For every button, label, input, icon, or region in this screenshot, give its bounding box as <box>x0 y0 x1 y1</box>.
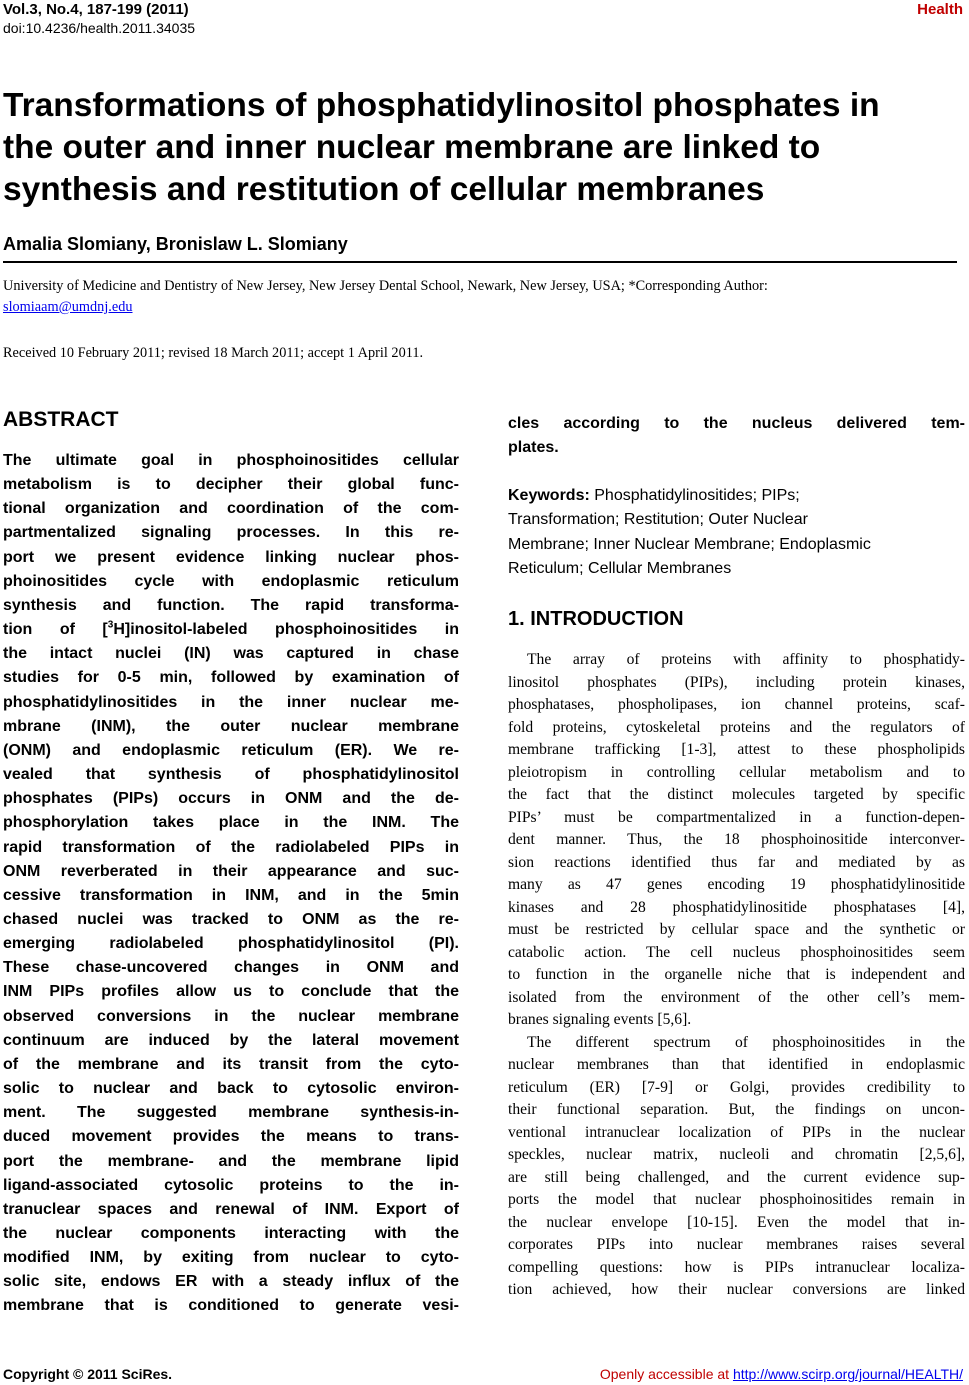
abstract-line: duced movement provides the means to trans- <box>3 1128 459 1146</box>
title-line: synthesis and restitution of cellular membranes <box>3 171 765 208</box>
intro-line: sion reactions identified thus far and mediated by as <box>508 853 965 871</box>
keywords-label: Keywords: <box>508 487 590 504</box>
abstract-line: solic to nuclear and back to cytosolic environ- <box>3 1080 459 1098</box>
abstract-line: tranuclear spaces and renewal of INM. Export of <box>3 1200 459 1218</box>
intro-line: compelling questions: how is PIPs intranuclear localiza- <box>508 1258 965 1276</box>
abstract-line: vealed that synthesis of phosphatidylinositol <box>3 766 459 784</box>
journal-name: Health <box>917 1 963 18</box>
intro-line: tion achieved, how their nuclear conversions are linked <box>508 1281 965 1298</box>
keywords <box>508 484 968 581</box>
abstract-line: mbrane (INM), the outer nuclear membrane <box>3 717 459 735</box>
affiliation-text: University of Medicine and Dentistry of New Jersey, New Jersey Dental School, Newark, New Jersey, USA; *Corresponding Author: <box>3 278 768 294</box>
intro-line: must be restricted by cellular space and the synthetic or <box>508 921 965 938</box>
abstract-line: port we present evidence linking nuclear phos- <box>3 548 459 566</box>
abstract-line: cessive transformation in INM, and in the 5min <box>3 886 459 904</box>
abstract-line: studies for 0-5 min, followed by examination of <box>3 669 459 687</box>
abstract-line: ment. The suggested membrane synthesis-in- <box>3 1104 459 1122</box>
intro-line: ports the model that nuclear phosphoinositides remain in <box>508 1191 965 1208</box>
intro-line: reticulum (ER) [7-9] or Golgi, provides credibility to <box>508 1078 965 1096</box>
intro-line: dent manner. Thus, the 18 phosphoinositide interconver- <box>508 831 965 848</box>
corresponding-email-link[interactable]: slomiaam@umdnj.edu <box>3 299 133 315</box>
abstract-line: phoinositides cycle with endoplasmic reticulum <box>3 572 459 590</box>
intro-line: pleiotropism in controlling cellular metabolism and to <box>508 763 965 781</box>
abstract-line: the intact nuclei (IN) was captured in chase <box>3 645 459 663</box>
abstract-line: ligand-associated cytosolic proteins to the in- <box>3 1176 459 1194</box>
abstract-line: plates. <box>508 439 559 456</box>
abstract-continuation <box>508 412 965 460</box>
intro-line: isolated from the environment of the other cell’s mem- <box>508 988 965 1006</box>
abstract-line: INM PIPs profiles allow us to conclude that the <box>3 983 459 1001</box>
intro-line: speckles, nuclear matrix, nucleoli and chromatin [2,5,6], <box>508 1146 965 1163</box>
intro-line: The array of proteins with affinity to phosphatidy- <box>527 651 965 668</box>
abstract-line: metabolism is to decipher their global func- <box>3 476 459 494</box>
intro-line: their functional separation. But, the findings on uncon- <box>508 1101 965 1118</box>
intro-line: phosphatases, phospholipases, ion channel proteins, scaf- <box>508 696 965 713</box>
abstract-line: tional organization and coordination of the com- <box>3 500 459 518</box>
abstract-line: emerging radiolabeled phosphatidylinositol (PI). <box>3 935 459 953</box>
title-line: Transformations of phosphatidylinositol phosphates in <box>3 87 880 124</box>
intro-line: the fact that the distinct molecules targeted by specific <box>508 786 965 803</box>
open-access-prefix: Openly accessible at <box>599 1366 733 1382</box>
affiliation <box>3 276 969 318</box>
intro-line: are still being challenged, and the current evidence sup- <box>508 1168 965 1186</box>
abstract-line: phosphatidylinositides in the inner nuclear me- <box>3 693 459 711</box>
intro-line: to function in the organelle niche that is independent and <box>508 966 965 983</box>
abstract-line: solic site, endows ER with a steady influx of the <box>3 1273 459 1291</box>
abstract-line-post: H]inositol-labeled phosphoinositides in <box>113 621 459 639</box>
copyright-notice: Copyright © 2011 SciRes. <box>3 1366 173 1382</box>
paper-title <box>3 85 965 211</box>
abstract-body <box>3 449 459 1319</box>
abstract-line: chased nuclei was tracked to ONM as the re- <box>3 910 459 928</box>
intro-line: many as 47 genes encoding 19 phosphatidylinositide <box>508 876 965 893</box>
abstract-line: rapid transformation of the radiolabeled PIPs in <box>3 838 459 856</box>
received-dates: Received 10 February 2011; revised 18 March 2011; accept 1 April 2011. <box>3 345 424 361</box>
abstract-line: observed conversions in the nuclear membrane <box>3 1007 459 1025</box>
abstract-line-pre: tion of [ <box>3 621 108 639</box>
abstract-line: partmentalized signaling processes. In this re- <box>3 524 459 542</box>
authors: Amalia Slomiany, Bronislaw L. Slomiany <box>3 234 348 254</box>
abstract-line: synthesis and function. The rapid transforma- <box>3 596 459 614</box>
title-line: the outer and inner nuclear membrane are linked to <box>3 129 821 166</box>
journal-volume-info: Vol.3, No.4, 187-199 (2011) <box>3 1 189 18</box>
intro-line: linositol phosphates (PIPs), including protein kinases, <box>508 673 965 691</box>
intro-line: membrane trafficking [1-3], attest to these phospholipids <box>508 741 965 758</box>
author-divider <box>3 261 957 263</box>
keywords-line: Transformation; Restitution; Outer Nuclear <box>508 511 808 529</box>
abstract-line: modified INM, by exiting from nuclear to cyto- <box>3 1249 459 1267</box>
intro-line: ventional intranuclear localization of PIPs in the nuclear <box>508 1123 965 1141</box>
intro-line: corporates PIPs into nuclear membranes raises several <box>508 1236 965 1253</box>
open-access-notice <box>600 1365 963 1383</box>
abstract-line: port the membrane- and the membrane lipid <box>3 1152 459 1170</box>
journal-url-link[interactable]: http://www.scirp.org/journal/HEALTH/ <box>732 1366 963 1382</box>
abstract-line: phosphates (PIPs) occurs in ONM and the de- <box>3 790 459 808</box>
abstract-line: ONM reverberated in their appearance and suc- <box>3 862 459 880</box>
abstract-line: These chase-uncovered changes in ONM and <box>3 959 459 977</box>
abstract-line: phosphorylation takes place in the INM. The <box>3 814 459 832</box>
running-header <box>3 0 195 37</box>
intro-line: fold proteins, cytoskeletal proteins and the regulators of <box>508 718 965 736</box>
intro-line: The different spectrum of phosphoinositides in the <box>527 1033 965 1051</box>
keywords-line: Membrane; Inner Nuclear Membrane; Endoplasmic <box>508 535 871 553</box>
isotope-superscript: 3 <box>107 619 114 631</box>
abstract-line: membrane that is conditioned to generate vesi- <box>3 1297 459 1315</box>
intro-line: PIPs’ must be compartmentalized in a function-depen- <box>508 808 965 826</box>
intro-line: catabolic action. The cell nucleus phosphoinositides seem <box>508 943 965 961</box>
abstract-line: continuum are induced by the lateral movement <box>3 1031 459 1049</box>
abstract-line: cles according to the nucleus delivered tem- <box>508 415 965 432</box>
intro-line: branes signaling events [5,6]. <box>508 1011 692 1028</box>
abstract-line: The ultimate goal in phosphoinositides cellular <box>3 452 459 469</box>
keywords-text: Phosphatidylinositides; PIPs; <box>589 487 800 504</box>
abstract-line: of the membrane and its transit from the cyto- <box>3 1055 459 1073</box>
abstract-line-superscript <box>3 618 459 642</box>
keywords-line: Reticulum; Cellular Membranes <box>508 559 732 577</box>
intro-line: the nuclear envelope [10-15]. Even the model that in- <box>508 1213 965 1231</box>
intro-line: nuclear membranes than that identified in endoplasmic <box>508 1056 965 1073</box>
introduction-heading: 1. INTRODUCTION <box>508 608 684 630</box>
intro-line: kinases and 28 phosphatidylinositide phosphatases [4], <box>508 898 965 916</box>
abstract-line: the nuclear components interacting with the <box>3 1225 459 1242</box>
abstract-heading: ABSTRACT <box>3 408 119 431</box>
abstract-line: (ONM) and endoplasmic reticulum (ER). We re- <box>3 741 459 759</box>
introduction-body <box>508 649 965 1302</box>
keywords-line <box>508 484 968 508</box>
doi: doi:10.4236/health.2011.34035 <box>3 20 196 36</box>
